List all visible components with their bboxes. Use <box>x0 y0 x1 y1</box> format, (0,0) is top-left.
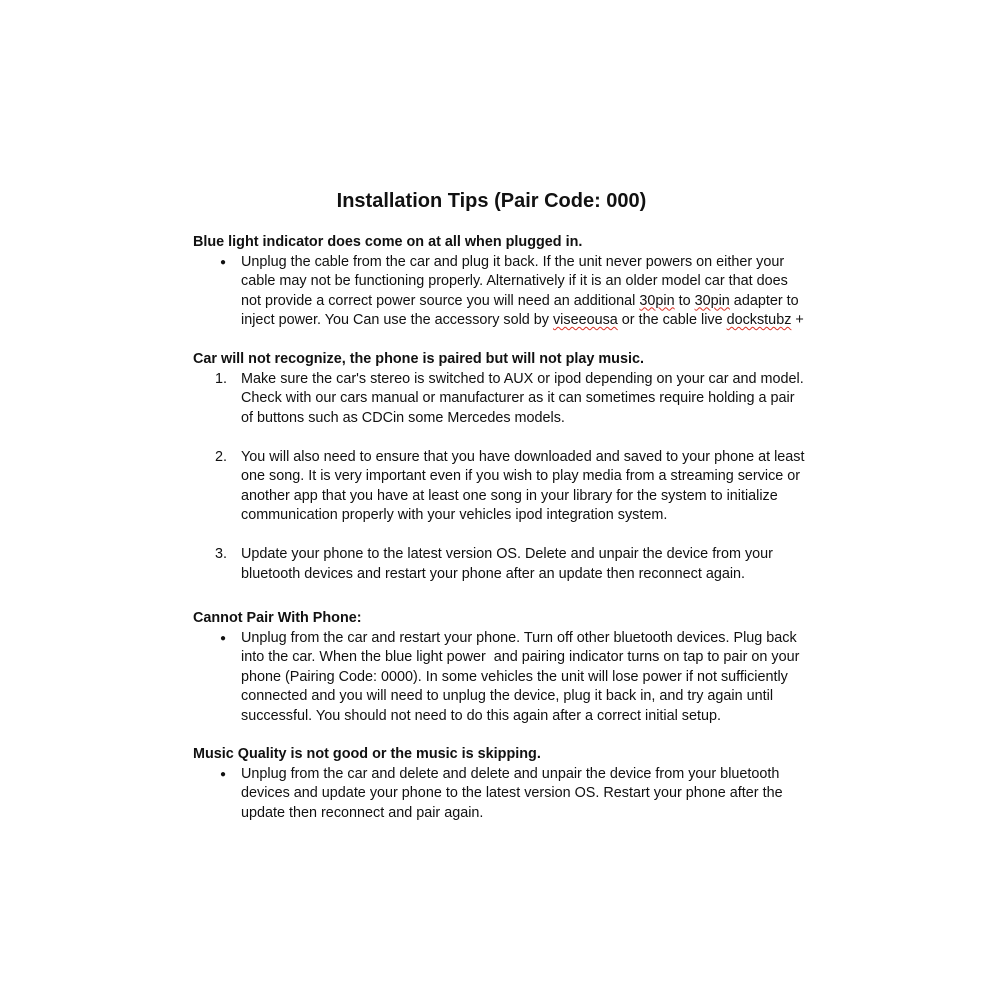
item-line: Make sure the car's stereo is switched to AUX or ipod depending on your car and model. <box>241 370 804 387</box>
bullet-marker: ● <box>220 256 227 268</box>
item-line: communication properly with your vehicles ipod integration system. <box>241 507 668 523</box>
spacer <box>193 428 833 448</box>
section-heading: Blue light indicator does come on at all when plugged in. <box>193 234 583 250</box>
list-item <box>193 545 833 584</box>
item-line: successful. You should not need to do this again after a correct initial setup. <box>241 707 721 724</box>
section-heading: Cannot Pair With Phone: <box>193 610 362 626</box>
item-line: bluetooth devices and restart your phone after an update then reconnect again. <box>241 565 746 582</box>
item-line: another app that you have at least one song in your library for the system to initialize <box>241 487 778 504</box>
list-item <box>193 629 833 727</box>
spellcheck-word[interactable]: viseeousa <box>552 312 618 328</box>
list-item <box>193 448 833 526</box>
spacer <box>193 526 833 546</box>
text-run: to <box>674 292 695 309</box>
bullet-marker: ● <box>220 632 227 644</box>
item-line: one song. It is very important even if you wish to play media from a streaming service or <box>241 468 801 484</box>
number-marker: 3. <box>215 546 228 562</box>
spellcheck-word[interactable]: 30pin <box>694 292 730 309</box>
list-item <box>193 370 833 429</box>
section-heading: Car will not recognize, the phone is paired but will not play music. <box>193 351 644 367</box>
item-line: cable may not be functioning properly. Alternatively if it is an older model car that does <box>241 273 788 289</box>
item-line: Unplug from the car and restart your phone. Turn off other bluetooth devices. Plug back <box>241 629 797 646</box>
item-line: phone (Pairing Code: 0000). In some vehicles the unit will lose power if not sufficiently <box>241 668 788 685</box>
bullet-marker: ● <box>220 768 227 780</box>
number-marker: 1. <box>215 370 228 387</box>
text-run: adapter to <box>729 292 799 309</box>
item-line <box>241 311 833 331</box>
text-run: inject power. You Can use the accessory sold by <box>241 312 553 328</box>
number-marker: 2. <box>215 448 228 465</box>
text-run: + <box>791 312 804 328</box>
section-car-not-recognize <box>193 350 833 584</box>
spellcheck-word[interactable]: dockstubz <box>726 312 792 328</box>
item-line: Unplug the cable from the car and plug it back. If the unit never powers on either your <box>241 253 785 270</box>
item-line: Update your phone to the latest version OS. Delete and unpair the device from your <box>241 546 773 562</box>
item-line: connected and you will need to unplug the device, plug it back in, and try again until <box>241 688 774 704</box>
section-cannot-pair <box>193 609 833 726</box>
item-line: Check with our cars manual or manufacturer as it can sometimes require holding a pair <box>241 390 795 406</box>
section-heading: Music Quality is not good or the music is skipping. <box>193 746 541 762</box>
text-run: or the cable live <box>617 312 727 328</box>
item-line: into the car. When the blue light power and pairing indicator turns on tap to pair on your <box>241 649 800 665</box>
item-line: of buttons such as CDCin some Mercedes models. <box>241 409 565 426</box>
list-item <box>193 253 833 331</box>
item-line: Unplug from the car and delete and delete and unpair the device from your bluetooth <box>241 765 780 782</box>
item-line: update then reconnect and pair again. <box>241 804 484 821</box>
item-line: devices and update your phone to the latest version OS. Restart your phone after the <box>241 785 783 801</box>
page-title: Installation Tips (Pair Code: 000) <box>336 190 647 212</box>
text-run: not provide a correct power source you will need an additional <box>241 292 636 309</box>
list-item <box>193 765 833 824</box>
spellcheck-word[interactable]: 30pin <box>639 292 675 309</box>
item-line <box>241 292 833 312</box>
section-music-quality <box>193 745 833 823</box>
section-blue-light <box>193 233 833 331</box>
item-line: You will also need to ensure that you have downloaded and saved to your phone at least <box>241 448 805 465</box>
